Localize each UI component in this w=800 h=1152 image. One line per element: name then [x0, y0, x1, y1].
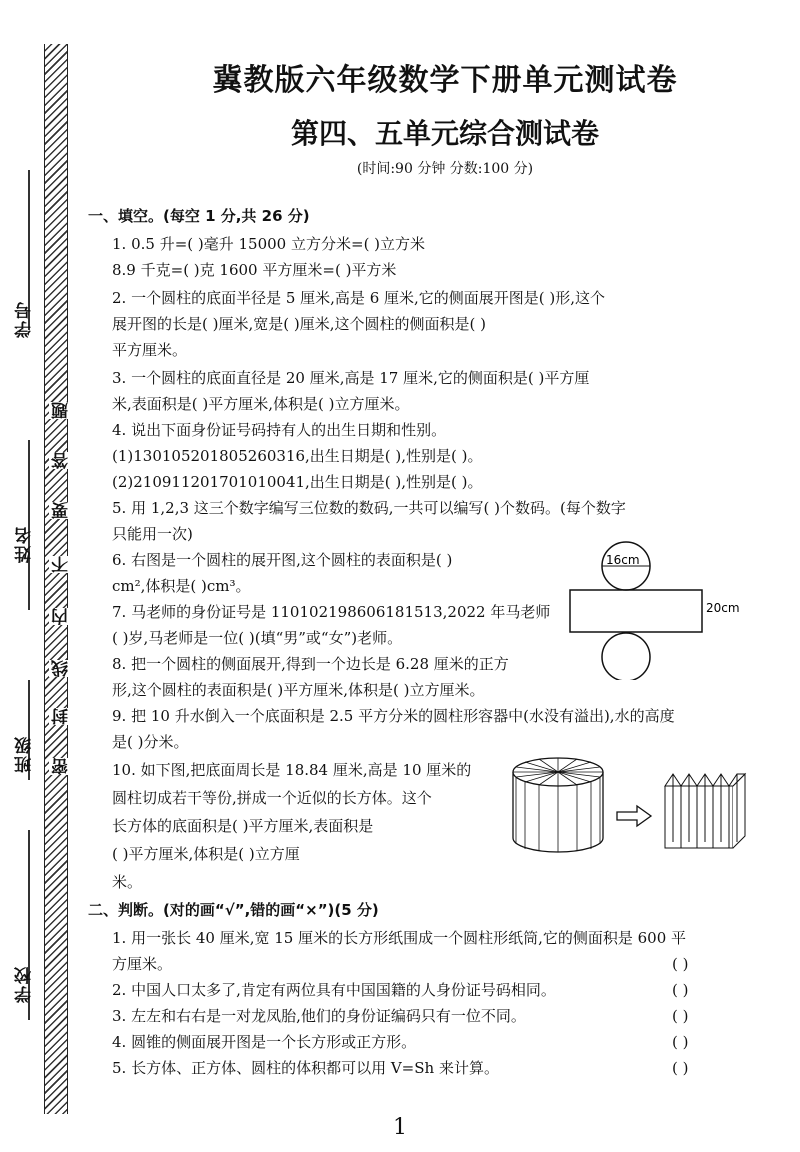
diameter-label: 16cm — [606, 553, 640, 567]
judgment-line: 3. 左左和右右是一对龙凤胎,他们的身份证编码只有一位不同。 — [112, 1007, 526, 1025]
section1-heading: 一、填空。(每空 1 分,共 26 分) — [88, 207, 310, 225]
cylinder-net-figure — [560, 540, 760, 680]
question-line: 8.9 千克=( )克 1600 平方厘米=( )平方米 — [112, 261, 397, 279]
answer-bracket[interactable]: ( ) — [672, 1059, 689, 1077]
question-line: 1. 0.5 升=( )毫升 15000 立方分米=( )立方米 — [112, 235, 426, 253]
seal-char: 不 — [49, 556, 74, 573]
student-id-label: 学号 — [15, 300, 35, 338]
bottom-circle — [602, 633, 650, 680]
question-line: 只能用一次) — [112, 525, 193, 543]
question-line: (2)210911201701010041,出生日期是( ),性别是( )。 — [112, 473, 483, 491]
question-line: 9. 把 10 升水倒入一个底面积是 2.5 平方分米的圆柱形容器中(水没有溢出),水的高度 — [112, 707, 675, 725]
question-line: 是( )分米。 — [112, 733, 189, 751]
question-line: cm²,体积是( )cm³。 — [112, 577, 251, 595]
page-number: 1 — [393, 1115, 407, 1140]
question-line: 3. 一个圆柱的底面直径是 20 厘米,高是 17 厘米,它的侧面积是( )平方厘 — [112, 369, 590, 387]
judgment-line: 5. 长方体、正方体、圆柱的体积都可以用 V=Sh 来计算。 — [112, 1059, 499, 1077]
question-line: 圆柱切成若干等份,拼成一个近似的长方体。这个 — [112, 789, 432, 807]
time-score-info: (时间:90 分钟 分数:100 分) — [356, 161, 534, 177]
cylinder-to-cuboid-figure — [505, 752, 765, 862]
answer-bracket[interactable]: ( ) — [672, 981, 689, 999]
question-line: 平方厘米。 — [112, 341, 188, 359]
question-line: 米,表面积是( )平方厘米,体积是( )立方厘米。 — [112, 395, 410, 413]
judgment-line: 1. 用一张长 40 厘米,宽 15 厘米的长方形纸围成一个圆柱形纸筒,它的侧面积是 600 平 — [112, 929, 687, 947]
question-line: ( )岁,马老师是一位( )(填“男”或“女”)老师。 — [112, 629, 403, 647]
section2-heading: 二、判断。(对的画“√”,错的画“×”)(5 分) — [88, 901, 379, 919]
answer-bracket[interactable]: ( ) — [672, 1033, 689, 1051]
question-line: 7. 马老师的身份证号是 110102198606181513,2022 年马老师 — [112, 603, 551, 621]
question-line: ( )平方厘米,体积是( )立方厘 — [112, 845, 300, 863]
binding-margin — [0, 0, 78, 1152]
name-label: 姓名 — [15, 525, 35, 563]
lateral-rectangle — [570, 590, 702, 632]
question-line: 2. 一个圆柱的底面半径是 5 厘米,高是 6 厘米,它的侧面展开图是( )形,这个 — [112, 289, 606, 307]
question-line: 长方体的底面积是( )平方厘米,表面积是 — [112, 817, 374, 835]
answer-bracket[interactable]: ( ) — [672, 1007, 689, 1025]
question-line: 10. 如下图,把底面周长是 18.84 厘米,高是 10 厘米的 — [112, 761, 472, 779]
height-label: 20cm — [706, 601, 740, 615]
binding-hatch-strip — [44, 44, 68, 1114]
question-line: 5. 用 1,2,3 这三个数字编写三位数的数码,一共可以编写( )个数码。(每个数字 — [112, 499, 626, 517]
judgment-line: 方厘米。 — [112, 955, 173, 973]
question-line: 6. 右图是一个圆柱的展开图,这个圆柱的表面积是( ) — [112, 551, 453, 569]
question-line: (1)130105201805260316,出生日期是( ),性别是( )。 — [112, 447, 483, 465]
judgment-line: 4. 圆锥的侧面展开图是一个长方形或正方形。 — [112, 1033, 417, 1051]
seal-char: 内 — [49, 608, 74, 625]
question-line: 8. 把一个圆柱的侧面展开,得到一个边长是 6.28 厘米的正方 — [112, 655, 509, 673]
school-label: 学校 — [15, 965, 35, 1003]
answer-bracket[interactable]: ( ) — [672, 955, 689, 973]
seal-char: 答 — [49, 452, 74, 469]
right-arrow — [617, 806, 651, 826]
question-line: 4. 说出下面身份证号码持有人的出生日期和性别。 — [112, 421, 447, 439]
approximate-cuboid — [665, 774, 745, 848]
judgment-line: 2. 中国人口太多了,肯定有两位具有中国国籍的人身份证号码相同。 — [112, 981, 556, 999]
seal-char: 要 — [49, 502, 74, 519]
question-line: 米。 — [112, 873, 143, 891]
page-title: 冀教版六年级数学下册单元测试卷 — [212, 63, 678, 98]
page-subtitle: 第四、五单元综合测试卷 — [290, 117, 599, 150]
class-label: 班级 — [15, 735, 35, 773]
question-line: 形,这个圆柱的表面积是( )平方厘米,体积是( )立方厘米。 — [112, 681, 485, 699]
seal-char: 题 — [49, 402, 74, 419]
seal-char: 密 — [49, 758, 74, 775]
seal-char: 封 — [49, 708, 74, 725]
seal-char: 线 — [49, 660, 74, 677]
sliced-cylinder — [513, 758, 603, 852]
question-line: 展开图的长是( )厘米,宽是( )厘米,这个圆柱的侧面积是( ) — [112, 315, 486, 333]
